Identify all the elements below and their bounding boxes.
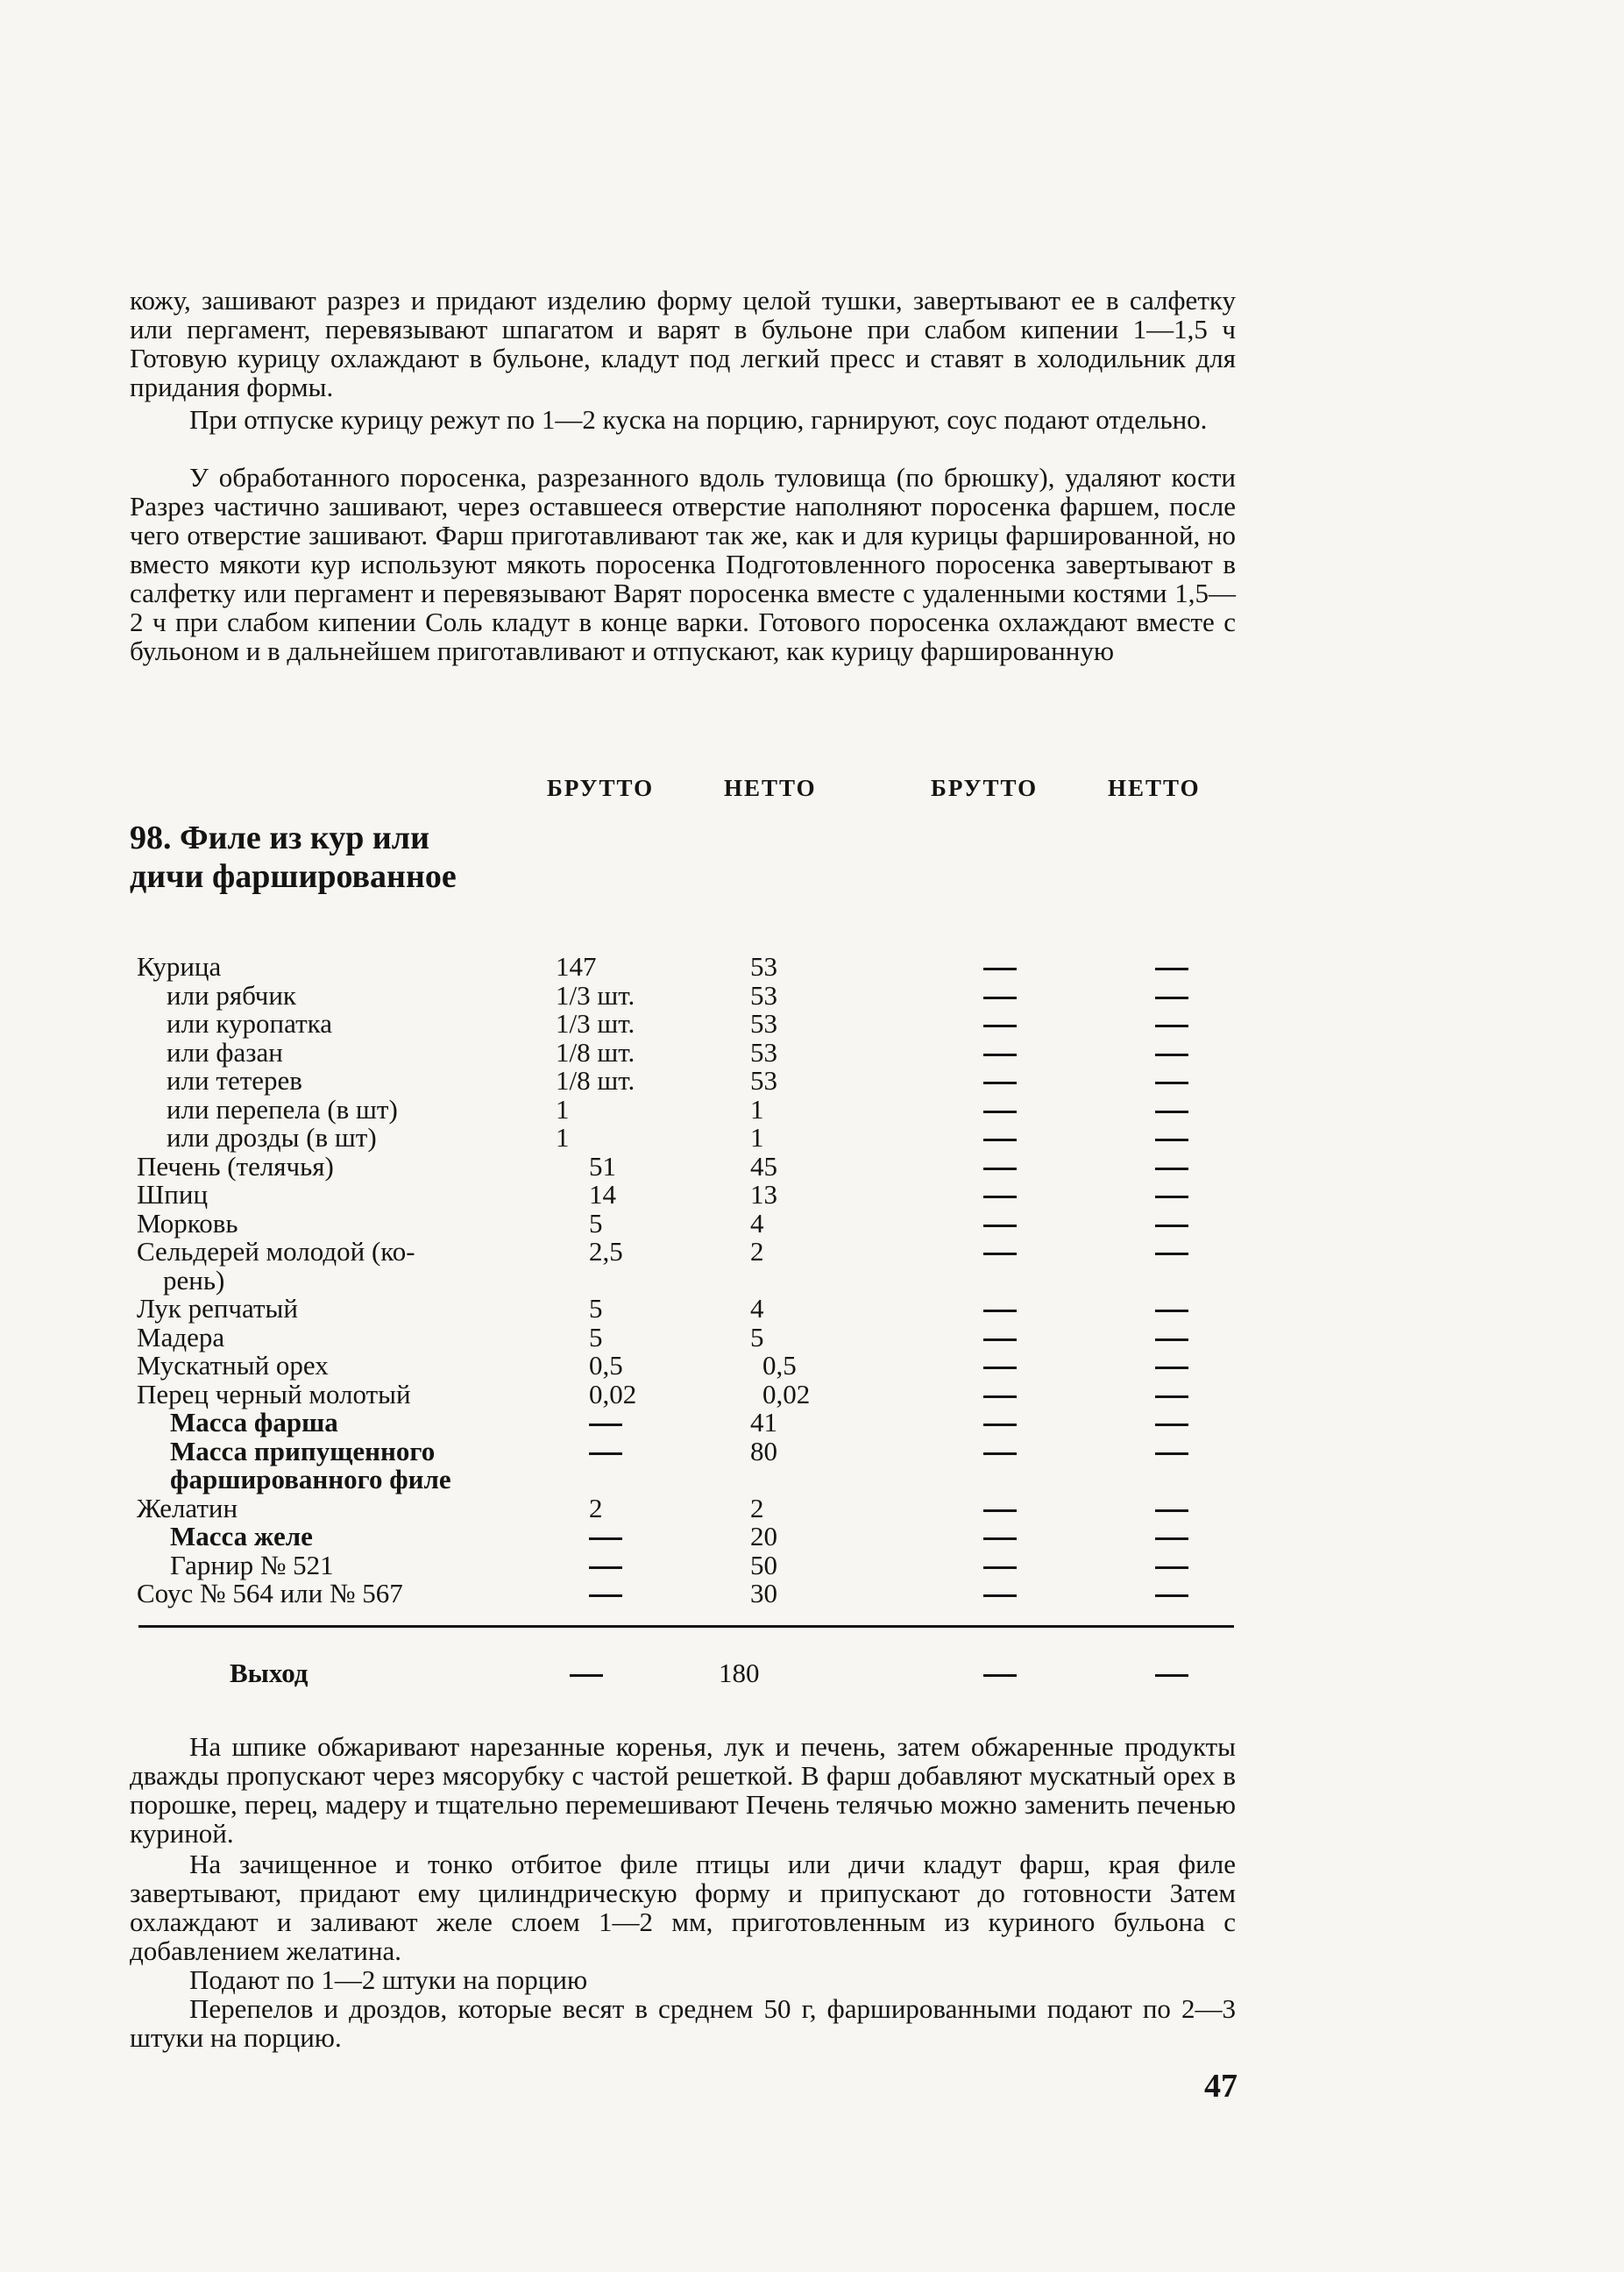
ingredient-name: Масса фарша — [170, 1407, 338, 1438]
netto-2-cell — [1155, 1009, 1188, 1038]
output-brutto-1 — [570, 1658, 603, 1687]
netto-1-cell: 5 — [750, 1321, 764, 1353]
brutto-1-cell: 1/3 шт. — [556, 1008, 635, 1039]
netto-2-cell — [1155, 1152, 1188, 1181]
brutto-2-cell — [983, 1009, 1017, 1038]
table-row — [0, 1294, 1624, 1323]
output-netto-2 — [1155, 1658, 1188, 1687]
netto-1-cell: 80 — [750, 1435, 777, 1466]
netto-1-cell: 53 — [750, 979, 777, 1011]
dash-mark — [1155, 1310, 1188, 1312]
dash-mark — [983, 1594, 1017, 1597]
dash-mark — [589, 1537, 622, 1540]
netto-1-cell: 4 — [750, 1293, 764, 1324]
dash-mark — [983, 1452, 1017, 1455]
brutto-1-cell — [589, 1522, 622, 1551]
table-rule — [138, 1625, 1234, 1628]
intro-paragraph-2 — [130, 405, 1236, 434]
netto-1-cell: 30 — [750, 1578, 777, 1608]
netto-2-cell — [1155, 1408, 1188, 1437]
dash-mark — [1155, 1139, 1188, 1141]
dash-mark — [983, 1395, 1017, 1398]
brutto-2-cell — [983, 1095, 1017, 1124]
brutto-1-cell: 1/8 шт. — [556, 1036, 635, 1068]
brutto-1-cell: 5 — [589, 1293, 603, 1324]
table-row — [0, 952, 1624, 981]
brutto-2-cell — [983, 1408, 1017, 1437]
table-row — [0, 1038, 1624, 1067]
netto-1-cell: 4 — [750, 1207, 764, 1239]
netto-1-cell: 1 — [750, 1122, 764, 1153]
brutto-2-cell — [983, 1351, 1017, 1380]
netto-2-cell — [1155, 1209, 1188, 1238]
brutto-2-cell — [983, 1152, 1017, 1181]
netto-2-cell — [1155, 1579, 1188, 1608]
dash-mark — [1155, 997, 1188, 999]
netto-2-cell — [1155, 1038, 1188, 1067]
method-paragraph-4 — [130, 1994, 1236, 2052]
netto-2-cell — [1155, 981, 1188, 1010]
dash-mark — [1155, 1082, 1188, 1084]
netto-1-cell: 45 — [750, 1150, 777, 1182]
brutto-1-cell: 1/3 шт. — [556, 979, 635, 1011]
netto-2-cell — [1155, 1380, 1188, 1409]
netto-1-cell: 41 — [750, 1407, 777, 1438]
ingredient-name: или фазан — [167, 1036, 283, 1068]
brutto-1-cell: 1/8 шт. — [556, 1065, 635, 1096]
table-row — [0, 1209, 1624, 1238]
brutto-2-cell — [983, 1123, 1017, 1152]
dash-mark — [1155, 1111, 1188, 1113]
table-row — [0, 1009, 1624, 1038]
dash-mark — [589, 1452, 622, 1455]
dash-mark — [1155, 1338, 1188, 1341]
dash-mark — [983, 1424, 1017, 1426]
intro-paragraph-3 — [130, 463, 1236, 665]
table-row — [0, 1465, 1624, 1494]
brutto-2-cell — [983, 1579, 1017, 1608]
ingredient-name: Сельдерей молодой (ко- — [137, 1236, 415, 1267]
brutto-1-cell — [589, 1437, 622, 1466]
dash-mark — [983, 1367, 1017, 1369]
brutto-1-cell: 2,5 — [589, 1236, 623, 1267]
dash-mark — [1155, 1424, 1188, 1426]
brutto-2-cell — [983, 1237, 1017, 1266]
ingredient-name: или дрозды (в шт) — [167, 1122, 377, 1153]
dash-mark — [589, 1424, 622, 1426]
netto-1-cell: 50 — [750, 1549, 777, 1580]
ingredient-name: Масса припущенного — [170, 1435, 436, 1466]
brutto-2-cell — [983, 1522, 1017, 1551]
header-netto-2: НЕТТО — [1108, 775, 1201, 801]
ingredient-name: Мадера — [137, 1321, 225, 1353]
netto-1-cell: 53 — [750, 1065, 777, 1096]
netto-1-cell: 20 — [750, 1521, 777, 1551]
output-netto-2-dash — [1155, 1674, 1188, 1677]
dash-mark — [983, 1082, 1017, 1084]
brutto-2-cell — [983, 1551, 1017, 1580]
brutto-2-cell — [983, 1437, 1017, 1466]
brutto-1-cell: 5 — [589, 1321, 603, 1353]
brutto-1-cell: 2 — [589, 1492, 603, 1523]
dash-mark — [1155, 1452, 1188, 1455]
brutto-2-cell — [983, 952, 1017, 981]
dash-mark — [1155, 1225, 1188, 1227]
dash-mark — [983, 1139, 1017, 1141]
method-paragraph-2 — [130, 1850, 1236, 1965]
method-paragraph-4-text: Перепелов и дроздов, которые весят в среднем 50 г, фаршированными подают по 2—3 штуки на порцию. — [130, 1993, 1236, 2053]
brutto-2-cell — [983, 1380, 1017, 1409]
table-row — [0, 1152, 1624, 1181]
netto-2-cell — [1155, 1095, 1188, 1124]
dash-mark — [1155, 1509, 1188, 1512]
brutto-2-cell — [983, 1209, 1017, 1238]
table-row — [0, 981, 1624, 1010]
netto-1-cell: 53 — [750, 951, 777, 982]
table-row — [0, 1579, 1624, 1608]
dash-mark — [1155, 968, 1188, 970]
dash-mark — [983, 1054, 1017, 1056]
brutto-1-cell: 51 — [589, 1150, 616, 1182]
method-paragraph-1-text: На шпике обжаривают нарезанные коренья, лук и печень, затем обжаренные продукты дважды пропускают через мясорубку с частой решеткой. В фарш добавляют мускатный орех в порошке, перец, мадеру и тщательно перемешивают Печень телячью можно заменить печенью куриной. — [130, 1731, 1236, 1849]
header-netto-1: НЕТТО — [724, 775, 817, 801]
table-row — [0, 1323, 1624, 1352]
table-row — [0, 1123, 1624, 1152]
ingredient-name: Лук репчатый — [137, 1293, 298, 1324]
dash-mark — [1155, 1367, 1188, 1369]
dash-mark — [589, 1594, 622, 1597]
dash-mark — [983, 1310, 1017, 1312]
table-row — [0, 1180, 1624, 1209]
netto-1-cell: 53 — [750, 1008, 777, 1039]
dash-mark — [983, 1025, 1017, 1027]
dash-mark — [983, 1225, 1017, 1227]
intro-paragraph-3-text: У обработанного поросенка, разрезанного вдоль туловища (по брюшку), удаляют кости Разрез частично зашивают, через оставшееся отверстие наполняют поросенка фаршем, после чего отверстие зашивают. Фарш приготавливают так же, как и для курицы фаршированной, но вместо мякоти кур используют мякоть поросенка Подготовленного поросенка завертывают в салфетку или пергамент и перевязывают Варят поросенка вместе с удаленными костями 1,5—2 ч при слабом кипении Соль кладут в конце варки. Готового поросенка охлаждают вместе с бульоном и в дальнейшем приготавливают и отпускают, как курицу фаршированную — [130, 462, 1236, 666]
table-row — [0, 1437, 1624, 1466]
table-row — [0, 1408, 1624, 1437]
netto-1-cell: 0,02 — [762, 1378, 811, 1409]
netto-2-cell — [1155, 1551, 1188, 1580]
table-row — [0, 1066, 1624, 1095]
ingredient-name: Мускатный орех — [137, 1350, 329, 1381]
header-brutto-1: БРУТТО — [547, 775, 655, 801]
ingredient-name: или рябчик — [167, 979, 296, 1011]
netto-2-cell — [1155, 1437, 1188, 1466]
table-row — [0, 1095, 1624, 1124]
dash-mark — [589, 1566, 622, 1569]
brutto-2-cell — [983, 981, 1017, 1010]
dash-mark — [1155, 1594, 1188, 1597]
dash-mark — [983, 968, 1017, 970]
brutto-1-cell — [589, 1551, 622, 1580]
table-row — [0, 1494, 1624, 1523]
dash-mark — [983, 997, 1017, 999]
intro-paragraph-1: кожу, зашивают разрез и придают изделию форму целой тушки, завертывают ее в салфетку или пергамент, перевязывают шпагатом и варят в бульоне при слабом кипении 1—1,5 ч Готовую курицу охлаждают в бульоне, кладут под легкий пресс и ставят в холодильник для придания формы. — [130, 285, 1236, 402]
brutto-1-cell: 0,02 — [589, 1378, 637, 1409]
netto-2-cell — [1155, 1123, 1188, 1152]
table-row — [0, 1351, 1624, 1380]
intro-paragraph-2-text: При отпуске курицу режут по 1—2 куска на порцию, гарнируют, соус подают отдельно. — [189, 404, 1208, 435]
table-row — [0, 1522, 1624, 1551]
brutto-1-cell: 0,5 — [589, 1350, 623, 1381]
output-brutto-1-dash — [570, 1674, 603, 1677]
ingredient-name: Масса желе — [170, 1521, 313, 1551]
netto-2-cell — [1155, 952, 1188, 981]
page-number: 47 — [1204, 2068, 1238, 2105]
ingredient-name: или перепела (в шт) — [167, 1093, 398, 1125]
method-paragraph-2-text: На зачищенное и тонко отбитое филе птицы или дичи кладут фарш, края филе завертывают, придают ему цилиндрическую форму и припускают до готовности Затем охлаждают и заливают желе слоем 1—2 мм, приготовленным из куриного бульона с добавлением желатина. — [130, 1849, 1236, 1966]
dash-mark — [983, 1566, 1017, 1569]
table-row — [0, 1551, 1624, 1580]
netto-1-cell: 53 — [750, 1036, 777, 1068]
netto-1-cell: 0,5 — [762, 1350, 797, 1381]
brutto-1-cell: 5 — [589, 1207, 603, 1239]
method-paragraph-3-text: Подают по 1—2 штуки на порцию — [189, 1964, 588, 1995]
dash-mark — [1155, 1196, 1188, 1198]
netto-2-cell — [1155, 1351, 1188, 1380]
brutto-2-cell — [983, 1180, 1017, 1209]
netto-2-cell — [1155, 1237, 1188, 1266]
netto-1-cell: 1 — [750, 1093, 764, 1125]
output-label: Выход — [230, 1658, 308, 1688]
dash-mark — [983, 1509, 1017, 1512]
netto-1-cell: 2 — [750, 1492, 764, 1523]
ingredient-name: Курица — [137, 951, 222, 982]
dash-mark — [983, 1338, 1017, 1341]
output-row — [0, 1658, 1624, 1687]
dash-mark — [983, 1196, 1017, 1198]
netto-2-cell — [1155, 1323, 1188, 1352]
dash-mark — [1155, 1395, 1188, 1398]
netto-2-cell — [1155, 1180, 1188, 1209]
brutto-1-cell — [589, 1579, 622, 1608]
netto-2-cell — [1155, 1294, 1188, 1323]
table-row — [0, 1266, 1624, 1295]
method-paragraph-1 — [130, 1732, 1236, 1848]
brutto-2-cell — [983, 1323, 1017, 1352]
recipe-title: 98. Филе из кур или дичи фаршированное — [130, 820, 457, 895]
ingredient-name: или куропатка — [167, 1008, 332, 1039]
ingredient-name: Перец черный молотый — [137, 1378, 411, 1409]
dash-mark — [1155, 1537, 1188, 1540]
output-brutto-2-dash — [983, 1674, 1017, 1677]
method-paragraph-3 — [130, 1965, 1236, 1994]
dash-mark — [1155, 1168, 1188, 1170]
ingredient-name: Соус № 564 или № 567 — [137, 1578, 403, 1608]
netto-2-cell — [1155, 1066, 1188, 1095]
table-row — [0, 1237, 1624, 1266]
brutto-1-cell: 147 — [556, 951, 597, 982]
brutto-1-cell: 1 — [556, 1122, 570, 1153]
output-brutto-2 — [983, 1658, 1017, 1687]
dash-mark — [983, 1537, 1017, 1540]
brutto-2-cell — [983, 1066, 1017, 1095]
netto-2-cell — [1155, 1522, 1188, 1551]
dash-mark — [1155, 1025, 1188, 1027]
header-brutto-2: БРУТТО — [931, 775, 1039, 801]
netto-1-cell: 13 — [750, 1179, 777, 1210]
ingredient-name: Желатин — [137, 1492, 238, 1523]
dash-mark — [983, 1253, 1017, 1255]
ingredient-name: Печень (телячья) — [137, 1150, 334, 1182]
brutto-1-cell: 14 — [589, 1179, 616, 1210]
dash-mark — [1155, 1253, 1188, 1255]
ingredient-name: фаршированного филе — [170, 1464, 451, 1495]
brutto-1-cell — [589, 1408, 622, 1437]
brutto-2-cell — [983, 1294, 1017, 1323]
brutto-2-cell — [983, 1494, 1017, 1523]
brutto-1-cell: 1 — [556, 1093, 570, 1125]
dash-mark — [1155, 1054, 1188, 1056]
ingredient-name: Шпиц — [137, 1179, 209, 1210]
ingredient-name: или тетерев — [167, 1065, 302, 1096]
dash-mark — [983, 1168, 1017, 1170]
dash-mark — [983, 1111, 1017, 1113]
output-netto-1: 180 — [719, 1658, 760, 1688]
netto-2-cell — [1155, 1494, 1188, 1523]
brutto-2-cell — [983, 1038, 1017, 1067]
table-row — [0, 1380, 1624, 1409]
ingredient-name: рень) — [163, 1264, 225, 1296]
ingredient-name: Гарнир № 521 — [170, 1549, 334, 1580]
dash-mark — [1155, 1566, 1188, 1569]
netto-1-cell: 2 — [750, 1236, 764, 1267]
ingredient-name: Морковь — [137, 1207, 238, 1239]
